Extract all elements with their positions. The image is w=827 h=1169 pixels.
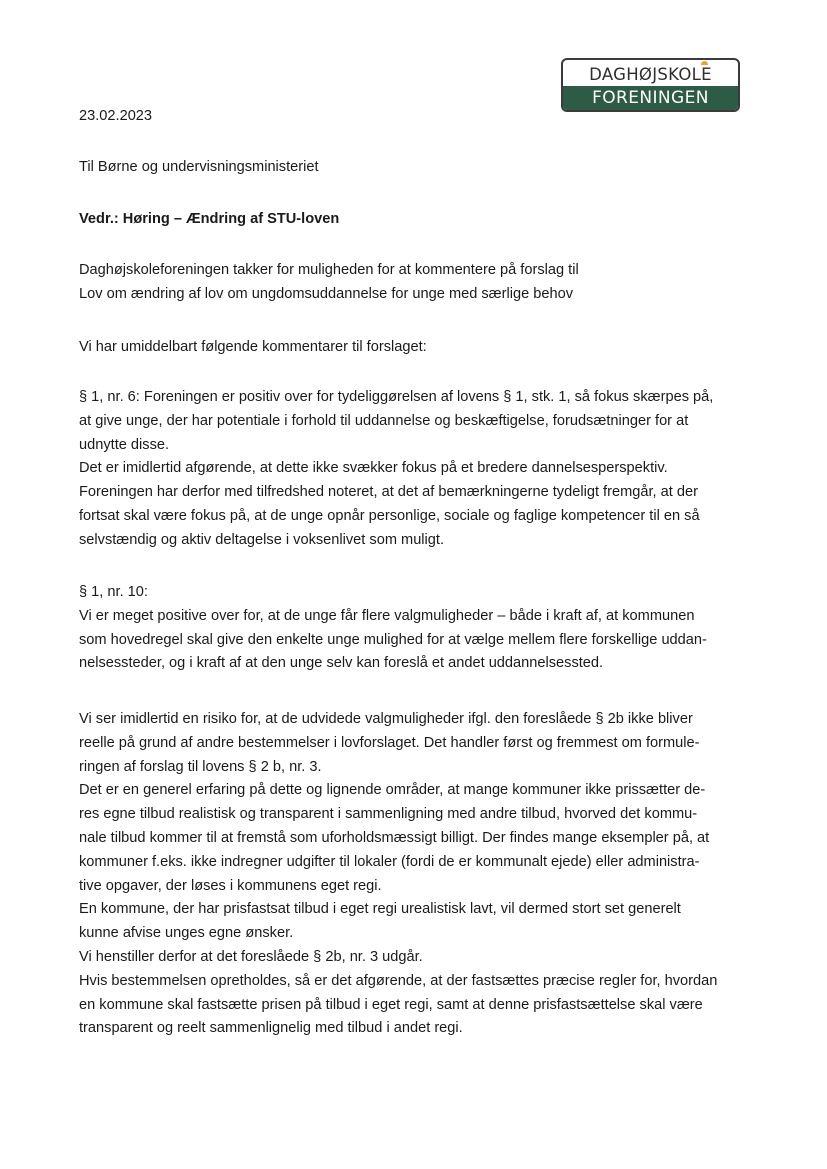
body-line: kunne afvise unges egne ønsker.: [79, 925, 294, 942]
body-line: en kommune skal fastsætte prisen på tilbud i eget regi, samt at denne prisfastsættelse skal være: [79, 996, 703, 1013]
organization-logo: [561, 58, 740, 112]
section-3-paragraph: [79, 708, 749, 1041]
body-line: nelsessteder, og i kraft af at den unge selv kan foreslå et andet uddannelsessted.: [79, 655, 604, 672]
body-line: Vi ser imidlertid en risiko for, at de udvidede valgmuligheder ifgl. den foreslåede § 2b ikke bliver: [79, 711, 693, 727]
body-line: nale tilbud kommer til at fremstå som uforholdsmæssigt billigt. Der findes mange eksempler på, at: [79, 829, 710, 846]
body-line: Det er en generel erfaring på dette og lignende områder, at mange kommuner ikke prissætter de-: [79, 782, 706, 799]
logo-line-2: FORENINGEN: [563, 86, 738, 110]
body-line: kommuner f.eks. ikke indregner udgifter til lokaler (fordi de er kommunalt ejede) eller administra-: [79, 853, 700, 870]
body-line: § 1, nr. 10:: [79, 584, 148, 600]
body-line: tive opgaver, der løses i kommunens eget regi.: [79, 877, 382, 894]
body-line: Vi er meget positive over for, at de unge får flere valgmuligheder – både i kraft af, at kommunen: [79, 607, 695, 624]
body-line: udnytte disse.: [79, 436, 170, 453]
subject-line: Vedr.: Høring – Ændring af STU-loven: [79, 211, 340, 227]
body-line: selvstændig og aktiv deltagelse i voksenlivet som muligt.: [79, 531, 445, 548]
body-line: En kommune, der har prisfastsat tilbud i eget regi urealistisk lavt, vil dermed stort set generelt: [79, 901, 681, 918]
intro-line: Daghøjskoleforeningen takker for muligheden for at kommentere på forslag til: [79, 262, 579, 278]
intro-line: Lov om ændring af lov om ungdomsuddannelse for unge med særlige behov: [79, 285, 574, 302]
body-line: Vi henstiller derfor at det foreslåede § 2b, nr. 3 udgår.: [79, 948, 423, 965]
body-line: § 1, nr. 6: Foreningen er positiv over for tydeliggørelsen af lovens § 1, stk. 1, så fokus skærpes på,: [79, 389, 714, 405]
sun-icon: [701, 61, 708, 65]
body-line: som hovedregel skal give den enkelte unge mulighed for at vælge mellem flere forskellige uddan-: [79, 631, 707, 648]
recipient: Til Børne og undervisningsministeriet: [79, 159, 319, 175]
intro-paragraph: [79, 259, 749, 307]
letter-date: 23.02.2023: [79, 108, 153, 124]
section-2-paragraph: [79, 581, 749, 676]
body-line: Foreningen har derfor med tilfredshed noteret, at det af bemærkningerne tydeligt fremgår, at der: [79, 484, 698, 501]
lead-sentence: Vi har umiddelbart følgende kommentarer til forslaget:: [79, 339, 427, 355]
body-line: at give unge, der har potentiale i forhold til uddannelse og beskæftigelse, forudsætninger for at: [79, 412, 689, 429]
body-line: fortsat skal være fokus på, at de unge opnår personlige, sociale og faglige kompetencer til en så: [79, 507, 700, 524]
body-line: ringen af forslag til lovens § 2 b, nr. 3.: [79, 758, 322, 775]
body-line: res egne tilbud realistisk og transparent i sammenligning med andre tilbud, hvorved det kommu-: [79, 806, 698, 823]
body-line: Det er imidlertid afgørende, at dette ikke svækker fokus på et bredere dannelsesperspektiv.: [79, 460, 668, 477]
section-1-paragraph: [79, 386, 749, 553]
body-line: reelle på grund af andre bestemmelser i lovforslaget. Det handler først og fremmest om formule-: [79, 734, 700, 751]
body-line: transparent og reelt sammenlignelig med tilbud i andet regi.: [79, 1020, 463, 1037]
logo-line-1: DAGHØJSKOLE: [589, 65, 712, 84]
body-line: Hvis bestemmelsen opretholdes, så er det afgørende, at der fastsættes præcise regler for, hvordan: [79, 972, 718, 989]
